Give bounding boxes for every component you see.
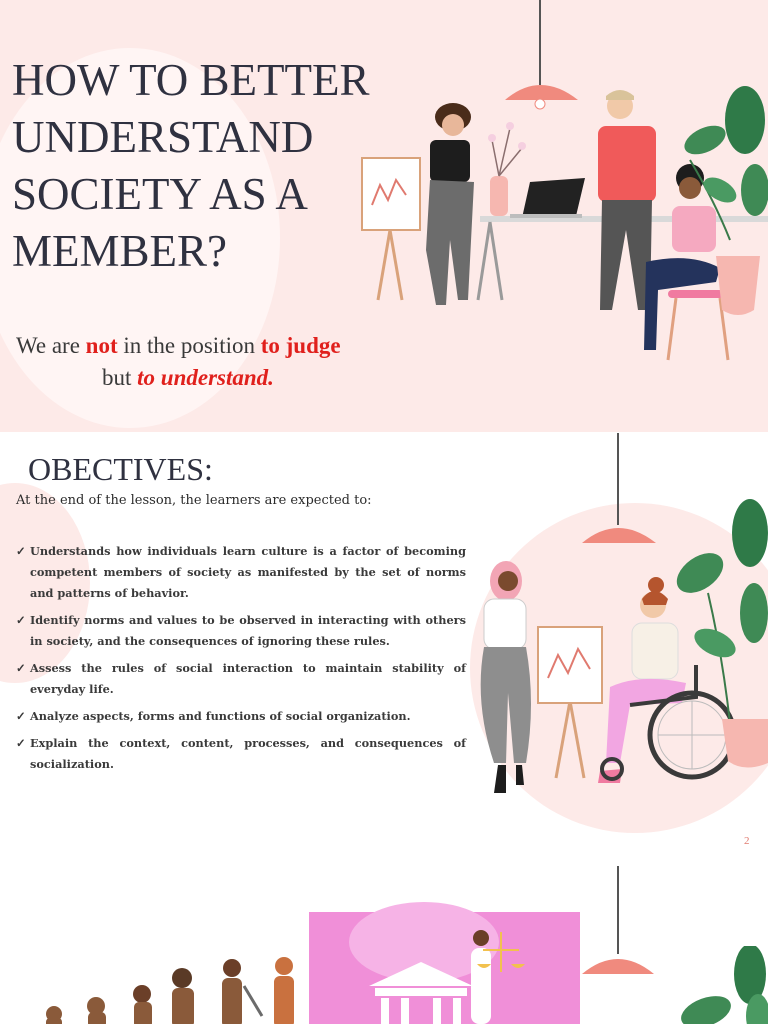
evolution-figure [274, 957, 294, 1024]
tagline-text: We are [16, 333, 86, 358]
page-number: 2 [744, 835, 750, 847]
check-icon: ✓ [16, 613, 26, 627]
lady-justice-figure [471, 930, 491, 1024]
objective-text: Identify norms and values to be observed in interacting with others in society, and the consequences of ignoring these rules. [30, 613, 466, 648]
person-wheelchair-user [598, 577, 686, 783]
list-item [16, 733, 466, 775]
human-evolution-illustration [30, 956, 310, 1024]
tagline-text: in the position [117, 333, 261, 358]
objective-text: Explain the context, content, processes, and consequences of socialization. [30, 736, 466, 771]
tagline-emphasis-judge: to judge [260, 333, 341, 358]
easel-chart-icon [538, 627, 602, 778]
evolution-figure [222, 959, 262, 1024]
laptop-icon [510, 178, 585, 218]
tagline-text: but [102, 365, 138, 390]
check-icon: ✓ [16, 736, 26, 750]
list-item [16, 658, 466, 700]
list-item [16, 706, 466, 727]
objective-text: Assess the rules of social interaction to maintain stability of everyday life. [30, 661, 466, 696]
check-icon: ✓ [16, 661, 26, 675]
slide-2 [0, 433, 768, 865]
objective-text: Analyze aspects, forms and functions of social organization. [30, 709, 411, 723]
inclusion-illustration [460, 433, 768, 833]
plant-icon [670, 499, 768, 768]
person-woman-hijab [481, 561, 531, 793]
objectives-list [16, 541, 466, 781]
slide-3 [0, 866, 768, 1024]
pendant-lamp-icon [505, 0, 578, 109]
tagline-emphasis-not: not [85, 333, 118, 358]
office-team-illustration [350, 0, 768, 380]
courthouse-icon [369, 962, 473, 1024]
pendant-lamp-icon [578, 866, 658, 976]
objective-text: Understands how individuals learn culture is a factor of becoming competent members of society as manifested by the set of norms and patterns of behavior. [30, 544, 466, 600]
evolution-figure [87, 997, 106, 1024]
pendant-lamp-icon [582, 433, 656, 543]
easel-chart-icon [362, 158, 420, 300]
tagline-emphasis-understand: to understand. [137, 365, 274, 390]
objectives-heading: OBECTIVES: [28, 451, 213, 487]
justice-illustration [309, 912, 580, 1024]
person-woman-black-top [426, 103, 474, 305]
evolution-figure [133, 985, 152, 1024]
slide-1 [0, 0, 768, 432]
objectives-intro: At the end of the lesson, the learners are expected to: [16, 493, 372, 508]
justice-card [309, 912, 580, 1024]
check-icon: ✓ [16, 544, 26, 558]
plant-icon [676, 946, 768, 1024]
check-icon: ✓ [16, 709, 26, 723]
list-item [16, 541, 466, 604]
evolution-figure [46, 1006, 62, 1024]
slide-title: HOW TO BETTER UNDERSTAND SOCIETY AS A MEMBER? [12, 55, 370, 276]
evolution-figure [172, 968, 194, 1024]
list-item [16, 610, 466, 652]
